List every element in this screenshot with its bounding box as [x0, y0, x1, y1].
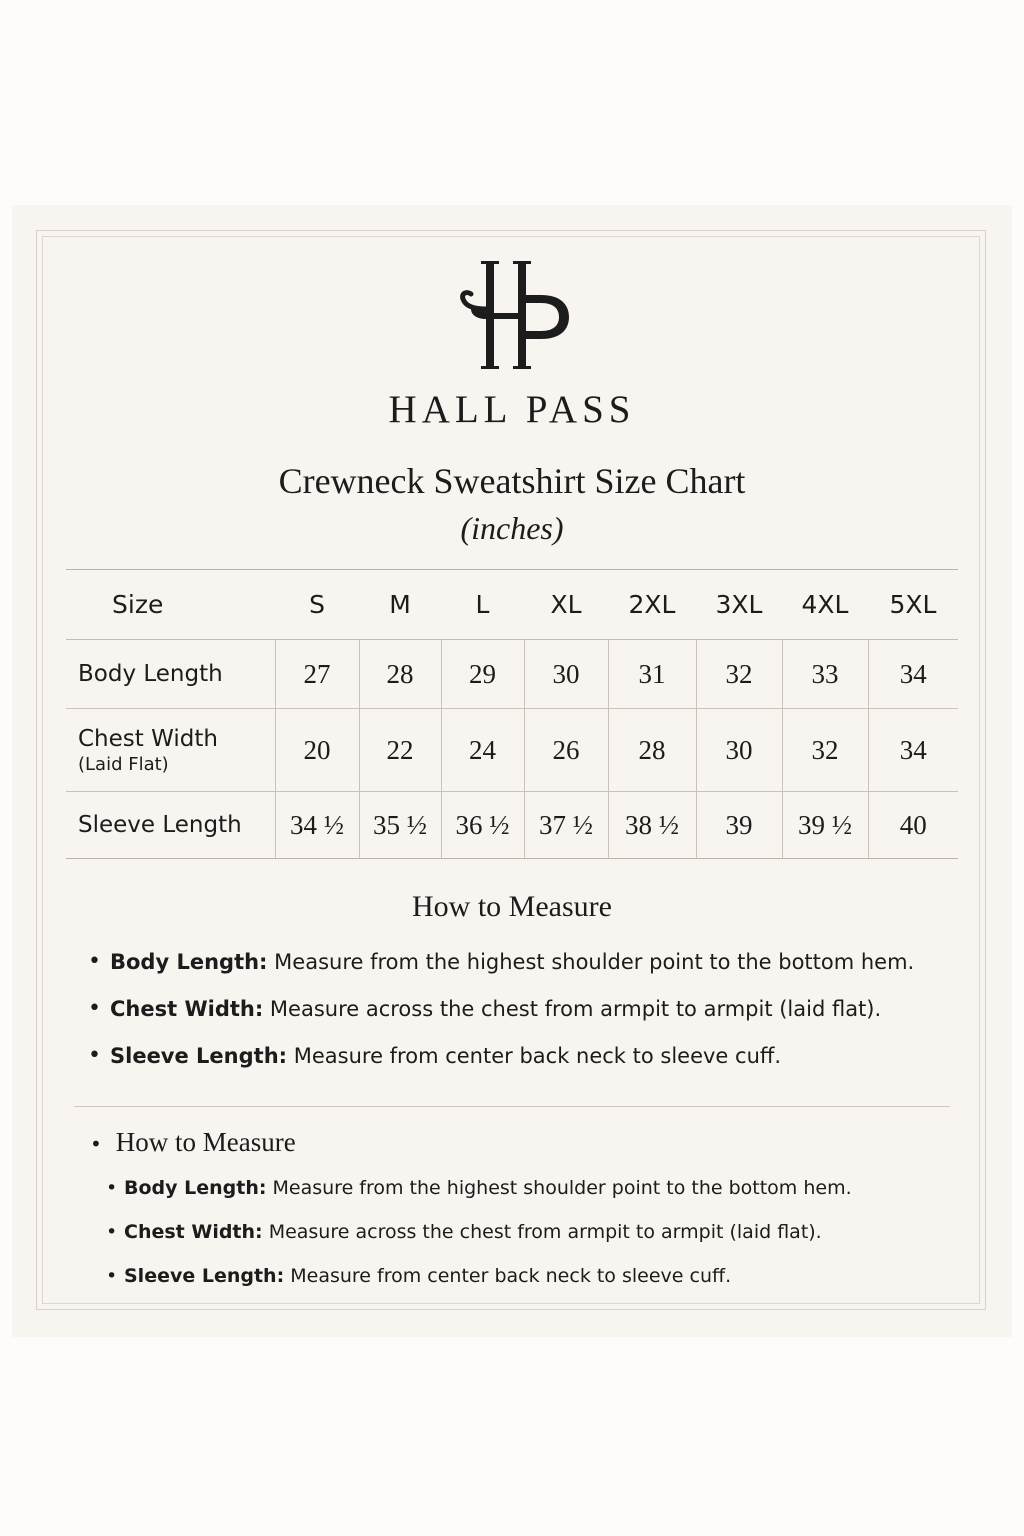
table-cell: 27: [275, 640, 359, 709]
table-cell: 32: [782, 709, 868, 792]
size-header-cell: 2XL: [608, 570, 696, 640]
table-cell: 34: [868, 709, 958, 792]
table-cell: 40: [868, 792, 958, 859]
how-to-measure-title: How to Measure: [412, 890, 612, 923]
table-cell: 38 ½: [608, 792, 696, 859]
table-cell: 35 ½: [359, 792, 441, 859]
table-cell: 33: [782, 640, 868, 709]
size-header-cell: L: [441, 570, 524, 640]
table-cell: 22: [359, 709, 441, 792]
table-row: [66, 709, 958, 792]
table-cell: 39: [696, 792, 782, 859]
size-header-cell: 5XL: [868, 570, 958, 640]
row-label-text: Sleeve Length: [78, 812, 242, 838]
measure-term: Sleeve Length:: [124, 1265, 285, 1287]
table-cell: 30: [696, 709, 782, 792]
table-cell: 28: [608, 709, 696, 792]
measure-text: Measure from center back neck to sleeve cuff.: [293, 1044, 782, 1068]
measure-term: Chest Width:: [124, 1221, 263, 1243]
row-label-text: Body Length: [78, 661, 223, 687]
measure-text: Measure from the highest shoulder point to the bottom hem.: [272, 1177, 852, 1199]
measure-list: [88, 947, 914, 1088]
measure-text: Measure from the highest shoulder point to the bottom hem.: [274, 950, 915, 974]
how-to-measure-repeat-title: [90, 1127, 296, 1158]
size-table: [66, 569, 958, 859]
size-header-cell: XL: [524, 570, 608, 640]
table-cell: 36 ½: [441, 792, 524, 859]
row-label: [66, 709, 275, 792]
brand-name: HALL PASS: [388, 388, 636, 431]
row-label-text: Chest Width: [78, 725, 218, 752]
table-cell: 24: [441, 709, 524, 792]
section-divider: [74, 1106, 950, 1107]
bullet-icon: •: [90, 1132, 102, 1156]
table-cell: 26: [524, 709, 608, 792]
size-header-label: Size: [66, 570, 275, 640]
table-cell: 34 ½: [275, 792, 359, 859]
list-item: [88, 1041, 914, 1088]
list-item: [106, 1218, 852, 1262]
size-chart-card: [12, 205, 1012, 1337]
measure-term: Body Length:: [124, 1177, 267, 1199]
table-cell: 37 ½: [524, 792, 608, 859]
size-header-cell: 4XL: [782, 570, 868, 640]
row-label-note: (Laid Flat): [78, 753, 169, 775]
measure-text: Measure across the chest from armpit to armpit (laid flat).: [268, 1221, 822, 1243]
hp-monogram-icon: [457, 253, 577, 373]
table-cell: 29: [441, 640, 524, 709]
measure-text: Measure from center back neck to sleeve cuff.: [290, 1265, 732, 1287]
table-cell: 39 ½: [782, 792, 868, 859]
list-item: [88, 994, 914, 1041]
table-row: [66, 792, 958, 859]
table-cell: 30: [524, 640, 608, 709]
how-to-measure-repeat-title-text: How to Measure: [115, 1127, 296, 1157]
size-header-cell: M: [359, 570, 441, 640]
size-header-cell: 3XL: [696, 570, 782, 640]
list-item: [106, 1174, 852, 1218]
measure-list-repeat: [106, 1174, 852, 1306]
table-cell: 28: [359, 640, 441, 709]
table-cell: 32: [696, 640, 782, 709]
table-cell: 20: [275, 709, 359, 792]
row-label: [66, 792, 275, 859]
chart-title: Crewneck Sweatshirt Size Chart: [278, 461, 746, 501]
list-item: [106, 1262, 852, 1306]
size-header-cell: S: [275, 570, 359, 640]
size-header-row: [66, 570, 958, 640]
row-label: [66, 640, 275, 709]
measure-text: Measure across the chest from armpit to armpit (laid flat).: [269, 997, 882, 1021]
measure-term: Sleeve Length:: [110, 1044, 288, 1068]
list-item: [88, 947, 914, 994]
table-cell: 31: [608, 640, 696, 709]
table-row: [66, 640, 958, 709]
table-cell: 34: [868, 640, 958, 709]
measure-term: Chest Width:: [110, 997, 264, 1021]
measure-term: Body Length:: [110, 950, 268, 974]
chart-unit: (inches): [460, 510, 564, 546]
